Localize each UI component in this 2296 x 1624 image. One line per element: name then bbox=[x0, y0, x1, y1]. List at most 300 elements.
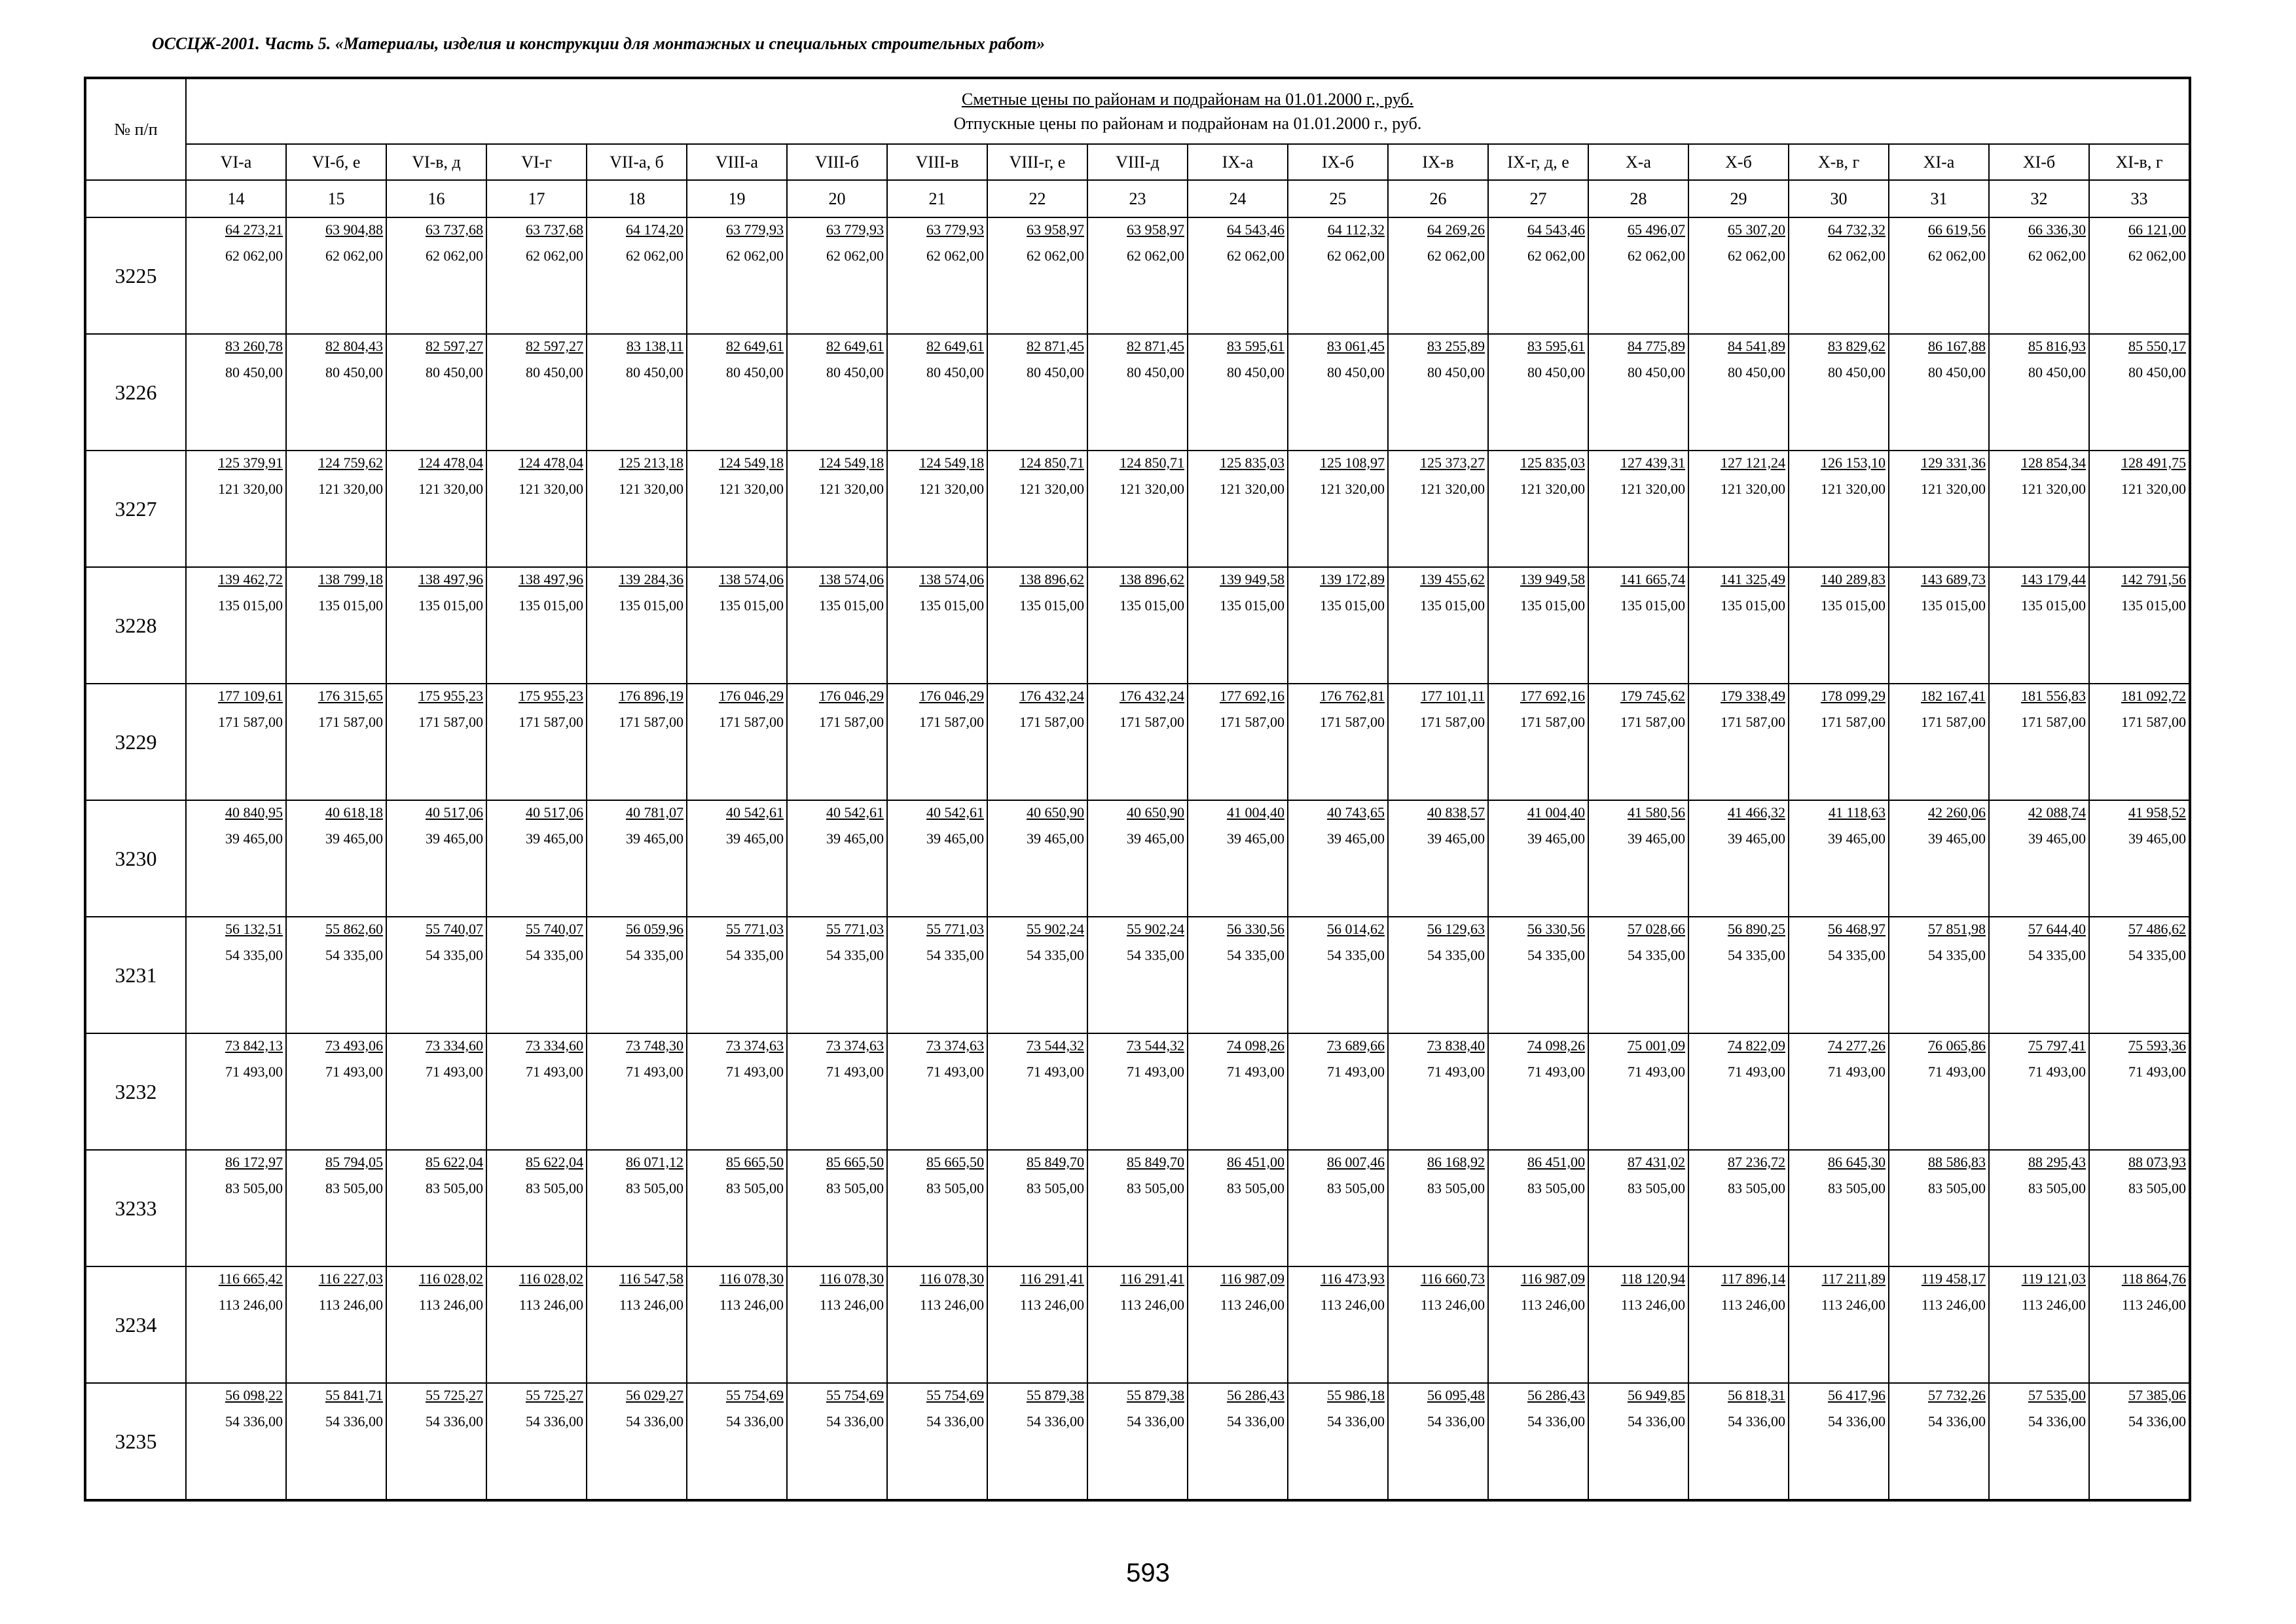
estimate-price: 63 737,68 bbox=[426, 221, 483, 238]
estimate-price: 73 842,13 bbox=[225, 1037, 283, 1054]
release-price: 83 505,00 bbox=[526, 1180, 583, 1196]
price-cell bbox=[687, 800, 787, 917]
estimate-price: 56 286,43 bbox=[1527, 1387, 1585, 1403]
price-cell bbox=[1087, 917, 1188, 1033]
price-cell bbox=[887, 917, 987, 1033]
region-header: XI-а bbox=[1889, 144, 1989, 180]
estimate-price: 57 028,66 bbox=[1628, 921, 1685, 937]
release-price: 171 587,00 bbox=[1520, 714, 1585, 730]
column-number: 21 bbox=[887, 180, 987, 217]
price-cell bbox=[1688, 1150, 1789, 1266]
price-cell bbox=[1488, 217, 1588, 334]
np-header: № п/п bbox=[85, 78, 186, 180]
price-cell bbox=[486, 217, 587, 334]
release-price: 113 246,00 bbox=[2121, 1297, 2186, 1313]
release-price: 62 062,00 bbox=[626, 248, 683, 264]
release-price: 121 320,00 bbox=[318, 481, 383, 497]
region-header: IX-б bbox=[1288, 144, 1388, 180]
price-cell bbox=[286, 1383, 386, 1500]
estimate-price: 125 108,97 bbox=[1320, 454, 1385, 471]
price-cell bbox=[286, 800, 386, 917]
estimate-price: 176 432,24 bbox=[1019, 688, 1084, 704]
price-cell bbox=[1688, 1033, 1789, 1150]
release-price: 83 505,00 bbox=[1227, 1180, 1285, 1196]
estimate-price: 138 574,06 bbox=[919, 571, 984, 587]
estimate-price: 125 373,27 bbox=[1420, 454, 1485, 471]
estimate-price: 116 078,30 bbox=[719, 1270, 784, 1287]
estimate-price: 75 593,36 bbox=[2128, 1037, 2186, 1054]
table-row bbox=[85, 1383, 2190, 1500]
estimate-price: 118 864,76 bbox=[2121, 1270, 2186, 1287]
release-price: 54 335,00 bbox=[1427, 947, 1485, 963]
estimate-price: 55 771,03 bbox=[926, 921, 984, 937]
price-cell bbox=[1288, 1266, 1388, 1383]
estimate-price: 177 692,16 bbox=[1220, 688, 1285, 704]
release-price: 54 336,00 bbox=[526, 1413, 583, 1430]
price-cell bbox=[1288, 1383, 1388, 1500]
estimate-price: 73 544,32 bbox=[1127, 1037, 1184, 1054]
release-price: 54 335,00 bbox=[2028, 947, 2086, 963]
estimate-price: 57 732,26 bbox=[1928, 1387, 1986, 1403]
price-cell bbox=[687, 1033, 787, 1150]
estimate-price: 55 725,27 bbox=[426, 1387, 483, 1403]
release-price: 121 320,00 bbox=[1721, 481, 1785, 497]
estimate-price: 177 101,11 bbox=[1420, 688, 1485, 704]
estimate-price: 116 078,30 bbox=[819, 1270, 884, 1287]
column-number-row bbox=[85, 180, 2190, 217]
estimate-price: 118 120,94 bbox=[1620, 1270, 1685, 1287]
price-cell bbox=[1989, 334, 2089, 451]
price-cell bbox=[587, 1383, 687, 1500]
estimate-price: 63 779,93 bbox=[726, 221, 784, 238]
release-price: 54 335,00 bbox=[826, 947, 884, 963]
release-price: 62 062,00 bbox=[1928, 248, 1986, 264]
price-cell bbox=[1989, 217, 2089, 334]
estimate-price: 88 586,83 bbox=[1928, 1154, 1986, 1170]
price-cell bbox=[1488, 567, 1588, 684]
price-cell bbox=[1789, 1150, 1889, 1266]
price-cell bbox=[687, 684, 787, 800]
price-cell bbox=[286, 1033, 386, 1150]
release-price: 62 062,00 bbox=[1227, 248, 1285, 264]
estimate-price: 139 949,58 bbox=[1520, 571, 1585, 587]
release-price: 113 246,00 bbox=[1320, 1297, 1385, 1313]
estimate-price: 56 286,43 bbox=[1227, 1387, 1285, 1403]
release-price: 113 246,00 bbox=[619, 1297, 683, 1313]
estimate-price: 176 046,29 bbox=[819, 688, 884, 704]
estimate-price: 40 650,90 bbox=[1027, 804, 1084, 821]
table-row bbox=[85, 1033, 2190, 1150]
estimate-price: 125 835,03 bbox=[1220, 454, 1285, 471]
price-cell bbox=[587, 917, 687, 1033]
estimate-price: 85 665,50 bbox=[926, 1154, 984, 1170]
release-price: 39 465,00 bbox=[1928, 830, 1986, 847]
release-price: 54 335,00 bbox=[1628, 947, 1685, 963]
estimate-price: 82 649,61 bbox=[926, 338, 984, 354]
price-cell bbox=[1688, 334, 1789, 451]
price-cell bbox=[386, 1266, 486, 1383]
release-price: 83 505,00 bbox=[426, 1180, 483, 1196]
release-price: 171 587,00 bbox=[1220, 714, 1285, 730]
estimate-price: 124 850,71 bbox=[1019, 454, 1084, 471]
estimate-price: 63 904,88 bbox=[325, 221, 383, 238]
price-cell bbox=[1288, 1033, 1388, 1150]
price-cell bbox=[1989, 917, 2089, 1033]
price-cell bbox=[1688, 217, 1789, 334]
release-price: 54 335,00 bbox=[426, 947, 483, 963]
estimate-price: 63 779,93 bbox=[926, 221, 984, 238]
estimate-price: 40 650,90 bbox=[1127, 804, 1184, 821]
price-cell bbox=[1889, 800, 1989, 917]
estimate-price: 124 478,04 bbox=[519, 454, 583, 471]
estimate-price: 73 544,32 bbox=[1027, 1037, 1084, 1054]
release-price: 121 320,00 bbox=[2021, 481, 2086, 497]
release-price: 113 246,00 bbox=[1220, 1297, 1285, 1313]
estimate-price: 119 121,03 bbox=[2021, 1270, 2086, 1287]
release-price: 71 493,00 bbox=[1327, 1063, 1385, 1080]
estimate-price: 86 167,88 bbox=[1928, 338, 1986, 354]
price-cell bbox=[1688, 1266, 1789, 1383]
estimate-price: 125 835,03 bbox=[1520, 454, 1585, 471]
estimate-price: 55 754,69 bbox=[826, 1387, 884, 1403]
price-cell bbox=[787, 451, 887, 567]
row-number: 3234 bbox=[85, 1266, 186, 1383]
estimate-price: 40 517,06 bbox=[526, 804, 583, 821]
column-number: 22 bbox=[987, 180, 1087, 217]
price-cell bbox=[486, 1150, 587, 1266]
release-price: 171 587,00 bbox=[1320, 714, 1385, 730]
estimate-price: 74 277,26 bbox=[1828, 1037, 1886, 1054]
price-cell bbox=[987, 567, 1087, 684]
estimate-price: 55 740,07 bbox=[426, 921, 483, 937]
estimate-price: 138 799,18 bbox=[318, 571, 383, 587]
estimate-price: 65 496,07 bbox=[1628, 221, 1685, 238]
estimate-price: 124 850,71 bbox=[1120, 454, 1184, 471]
price-cell bbox=[1989, 684, 2089, 800]
release-price: 83 505,00 bbox=[2128, 1180, 2186, 1196]
price-cell bbox=[1188, 451, 1288, 567]
estimate-price: 86 451,00 bbox=[1527, 1154, 1585, 1170]
release-price: 171 587,00 bbox=[2121, 714, 2186, 730]
estimate-price: 83 829,62 bbox=[1828, 338, 1886, 354]
price-cell bbox=[587, 217, 687, 334]
estimate-price: 119 458,17 bbox=[1921, 1270, 1986, 1287]
release-price: 54 335,00 bbox=[225, 947, 283, 963]
estimate-price: 64 732,32 bbox=[1828, 221, 1886, 238]
price-cell bbox=[186, 567, 286, 684]
release-price: 83 505,00 bbox=[1127, 1180, 1184, 1196]
estimate-price: 66 336,30 bbox=[2028, 221, 2086, 238]
release-price: 39 465,00 bbox=[526, 830, 583, 847]
price-cell bbox=[887, 1150, 987, 1266]
price-cell bbox=[987, 1033, 1087, 1150]
release-price: 121 320,00 bbox=[1520, 481, 1585, 497]
price-cell bbox=[1688, 800, 1789, 917]
price-table bbox=[84, 77, 2191, 1502]
release-price: 83 505,00 bbox=[1828, 1180, 1886, 1196]
estimate-price: 64 112,32 bbox=[1327, 221, 1385, 238]
table-row bbox=[85, 567, 2190, 684]
price-cell bbox=[486, 684, 587, 800]
release-price: 80 450,00 bbox=[1828, 364, 1886, 380]
estimate-price: 139 284,36 bbox=[619, 571, 683, 587]
price-cell bbox=[1288, 451, 1388, 567]
estimate-price: 177 109,61 bbox=[218, 688, 283, 704]
estimate-price: 175 955,23 bbox=[519, 688, 583, 704]
estimate-price: 116 665,42 bbox=[218, 1270, 283, 1287]
estimate-price: 73 334,60 bbox=[526, 1037, 583, 1054]
estimate-price: 57 385,06 bbox=[2128, 1387, 2186, 1403]
release-price: 113 246,00 bbox=[1520, 1297, 1585, 1313]
release-price: 54 336,00 bbox=[1327, 1413, 1385, 1430]
estimate-price: 82 649,61 bbox=[726, 338, 784, 354]
release-price: 62 062,00 bbox=[1027, 248, 1084, 264]
release-price: 171 587,00 bbox=[318, 714, 383, 730]
estimate-price: 41 004,40 bbox=[1527, 804, 1585, 821]
column-number: 32 bbox=[1989, 180, 2089, 217]
estimate-price: 116 291,41 bbox=[1019, 1270, 1084, 1287]
estimate-price: 116 987,09 bbox=[1520, 1270, 1585, 1287]
page-number: 593 bbox=[1126, 1559, 1170, 1587]
price-cell bbox=[1889, 217, 1989, 334]
release-price: 83 505,00 bbox=[1628, 1180, 1685, 1196]
estimate-price: 82 871,45 bbox=[1127, 338, 1184, 354]
release-price: 135 015,00 bbox=[1921, 597, 1986, 614]
release-price: 39 465,00 bbox=[1628, 830, 1685, 847]
region-header: VIII-в bbox=[887, 144, 987, 180]
estimate-price: 181 556,83 bbox=[2021, 688, 2086, 704]
release-price: 121 320,00 bbox=[1220, 481, 1285, 497]
price-cell bbox=[1989, 1150, 2089, 1266]
price-cell bbox=[887, 1033, 987, 1150]
price-cell bbox=[1087, 1150, 1188, 1266]
price-cell bbox=[1087, 684, 1188, 800]
row-number: 3235 bbox=[85, 1383, 186, 1500]
release-price: 80 450,00 bbox=[726, 364, 784, 380]
release-price: 83 505,00 bbox=[626, 1180, 683, 1196]
price-cell bbox=[286, 451, 386, 567]
release-price: 62 062,00 bbox=[526, 248, 583, 264]
release-price: 39 465,00 bbox=[726, 830, 784, 847]
release-price: 39 465,00 bbox=[1027, 830, 1084, 847]
estimate-price: 125 379,91 bbox=[218, 454, 283, 471]
row-number: 3228 bbox=[85, 567, 186, 684]
estimate-price: 73 374,63 bbox=[726, 1037, 784, 1054]
price-cell bbox=[1789, 684, 1889, 800]
estimate-price: 55 771,03 bbox=[726, 921, 784, 937]
caption-release: Отпускные цены по районам и подрайонам на 01.01.2000 г., руб. bbox=[953, 114, 1422, 133]
estimate-price: 86 168,92 bbox=[1427, 1154, 1485, 1170]
release-price: 80 450,00 bbox=[2028, 364, 2086, 380]
price-cell bbox=[1588, 1266, 1688, 1383]
estimate-price: 55 986,18 bbox=[1327, 1387, 1385, 1403]
region-header: VI-в, д bbox=[386, 144, 486, 180]
estimate-price: 55 862,60 bbox=[325, 921, 383, 937]
price-cell bbox=[486, 1383, 587, 1500]
price-cell bbox=[1789, 451, 1889, 567]
price-cell bbox=[1388, 684, 1488, 800]
estimate-price: 116 291,41 bbox=[1120, 1270, 1184, 1287]
release-price: 135 015,00 bbox=[1120, 597, 1184, 614]
release-price: 54 335,00 bbox=[1327, 947, 1385, 963]
price-cell bbox=[1889, 917, 1989, 1033]
row-number: 3229 bbox=[85, 684, 186, 800]
release-price: 39 465,00 bbox=[1327, 830, 1385, 847]
estimate-price: 65 307,20 bbox=[1728, 221, 1785, 238]
release-price: 71 493,00 bbox=[1227, 1063, 1285, 1080]
estimate-price: 63 958,97 bbox=[1027, 221, 1084, 238]
estimate-price: 73 374,63 bbox=[826, 1037, 884, 1054]
price-cell bbox=[486, 567, 587, 684]
release-price: 39 465,00 bbox=[225, 830, 283, 847]
price-cell bbox=[787, 1033, 887, 1150]
release-price: 39 465,00 bbox=[826, 830, 884, 847]
estimate-price: 42 088,74 bbox=[2028, 804, 2086, 821]
column-number: 31 bbox=[1889, 180, 1989, 217]
release-price: 54 335,00 bbox=[626, 947, 683, 963]
release-price: 71 493,00 bbox=[2028, 1063, 2086, 1080]
estimate-price: 56 468,97 bbox=[1828, 921, 1886, 937]
table-row bbox=[85, 334, 2190, 451]
price-cell bbox=[286, 684, 386, 800]
price-cell bbox=[1188, 567, 1288, 684]
release-price: 39 465,00 bbox=[1127, 830, 1184, 847]
estimate-price: 56 029,27 bbox=[626, 1387, 683, 1403]
release-price: 62 062,00 bbox=[325, 248, 383, 264]
estimate-price: 138 574,06 bbox=[719, 571, 784, 587]
price-cell bbox=[2089, 1033, 2190, 1150]
estimate-price: 56 059,96 bbox=[626, 921, 683, 937]
release-price: 83 505,00 bbox=[225, 1180, 283, 1196]
release-price: 54 336,00 bbox=[1628, 1413, 1685, 1430]
price-cell bbox=[787, 1150, 887, 1266]
estimate-price: 139 455,62 bbox=[1420, 571, 1485, 587]
estimate-price: 41 580,56 bbox=[1628, 804, 1685, 821]
release-price: 135 015,00 bbox=[1620, 597, 1685, 614]
estimate-price: 74 098,26 bbox=[1227, 1037, 1285, 1054]
price-cell bbox=[1789, 567, 1889, 684]
release-price: 39 465,00 bbox=[2128, 830, 2186, 847]
price-cell bbox=[2089, 1383, 2190, 1500]
estimate-price: 85 550,17 bbox=[2128, 338, 2186, 354]
region-header-row bbox=[85, 144, 2190, 180]
table-row bbox=[85, 917, 2190, 1033]
release-price: 62 062,00 bbox=[1327, 248, 1385, 264]
price-cell bbox=[987, 684, 1087, 800]
region-header: X-б bbox=[1688, 144, 1789, 180]
release-price: 54 336,00 bbox=[626, 1413, 683, 1430]
estimate-price: 176 762,81 bbox=[1320, 688, 1385, 704]
release-price: 54 336,00 bbox=[1227, 1413, 1285, 1430]
column-number: 30 bbox=[1789, 180, 1889, 217]
release-price: 71 493,00 bbox=[1427, 1063, 1485, 1080]
release-price: 171 587,00 bbox=[1821, 714, 1886, 730]
estimate-price: 64 269,26 bbox=[1427, 221, 1485, 238]
release-price: 113 246,00 bbox=[1120, 1297, 1184, 1313]
estimate-price: 75 797,41 bbox=[2028, 1037, 2086, 1054]
release-price: 83 505,00 bbox=[926, 1180, 984, 1196]
price-cell bbox=[486, 800, 587, 917]
release-price: 135 015,00 bbox=[1220, 597, 1285, 614]
release-price: 80 450,00 bbox=[1628, 364, 1685, 380]
price-cell bbox=[1889, 1383, 1989, 1500]
estimate-price: 56 330,56 bbox=[1527, 921, 1585, 937]
estimate-price: 74 822,09 bbox=[1728, 1037, 1785, 1054]
estimate-price: 85 849,70 bbox=[1027, 1154, 1084, 1170]
release-price: 171 587,00 bbox=[919, 714, 984, 730]
release-price: 121 320,00 bbox=[1019, 481, 1084, 497]
release-price: 171 587,00 bbox=[619, 714, 683, 730]
estimate-price: 57 535,00 bbox=[2028, 1387, 2086, 1403]
estimate-price: 84 775,89 bbox=[1628, 338, 1685, 354]
release-price: 54 335,00 bbox=[526, 947, 583, 963]
release-price: 83 505,00 bbox=[1527, 1180, 1585, 1196]
estimate-price: 83 595,61 bbox=[1227, 338, 1285, 354]
price-cell bbox=[2089, 684, 2190, 800]
estimate-price: 86 007,46 bbox=[1327, 1154, 1385, 1170]
price-cell bbox=[386, 451, 486, 567]
price-cell bbox=[1188, 334, 1288, 451]
release-price: 39 465,00 bbox=[2028, 830, 2086, 847]
estimate-price: 56 014,62 bbox=[1327, 921, 1385, 937]
estimate-price: 82 597,27 bbox=[526, 338, 583, 354]
price-cell bbox=[787, 1383, 887, 1500]
release-price: 121 320,00 bbox=[1420, 481, 1485, 497]
release-price: 135 015,00 bbox=[418, 597, 483, 614]
estimate-price: 63 779,93 bbox=[826, 221, 884, 238]
price-cell bbox=[186, 217, 286, 334]
price-cell bbox=[186, 684, 286, 800]
price-cell bbox=[887, 1266, 987, 1383]
estimate-price: 138 896,62 bbox=[1120, 571, 1184, 587]
estimate-price: 178 099,29 bbox=[1821, 688, 1886, 704]
estimate-price: 83 061,45 bbox=[1327, 338, 1385, 354]
estimate-price: 82 871,45 bbox=[1027, 338, 1084, 354]
estimate-price: 64 543,46 bbox=[1227, 221, 1285, 238]
release-price: 113 246,00 bbox=[1420, 1297, 1485, 1313]
price-cell bbox=[987, 800, 1087, 917]
release-price: 71 493,00 bbox=[2128, 1063, 2186, 1080]
price-cell bbox=[1588, 1383, 1688, 1500]
estimate-price: 41 466,32 bbox=[1728, 804, 1785, 821]
release-price: 54 336,00 bbox=[1928, 1413, 1986, 1430]
release-price: 80 450,00 bbox=[1327, 364, 1385, 380]
release-price: 80 450,00 bbox=[626, 364, 683, 380]
estimate-price: 40 542,61 bbox=[726, 804, 784, 821]
price-cell bbox=[186, 1150, 286, 1266]
release-price: 135 015,00 bbox=[2121, 597, 2186, 614]
release-price: 171 587,00 bbox=[1921, 714, 1986, 730]
price-cell bbox=[887, 684, 987, 800]
release-price: 71 493,00 bbox=[526, 1063, 583, 1080]
price-cell bbox=[1989, 1033, 2089, 1150]
estimate-price: 87 236,72 bbox=[1728, 1154, 1785, 1170]
column-number: 18 bbox=[587, 180, 687, 217]
estimate-price: 142 791,56 bbox=[2121, 571, 2186, 587]
column-number: 27 bbox=[1488, 180, 1588, 217]
price-cell bbox=[1388, 217, 1488, 334]
price-cell bbox=[1388, 334, 1488, 451]
price-cell bbox=[1989, 800, 2089, 917]
price-cell bbox=[2089, 1266, 2190, 1383]
price-cell bbox=[787, 334, 887, 451]
price-cell bbox=[887, 800, 987, 917]
region-header: XI-б bbox=[1989, 144, 2089, 180]
price-cell bbox=[1688, 1383, 1789, 1500]
release-price: 71 493,00 bbox=[626, 1063, 683, 1080]
price-cell bbox=[1588, 1033, 1688, 1150]
estimate-price: 85 665,50 bbox=[826, 1154, 884, 1170]
